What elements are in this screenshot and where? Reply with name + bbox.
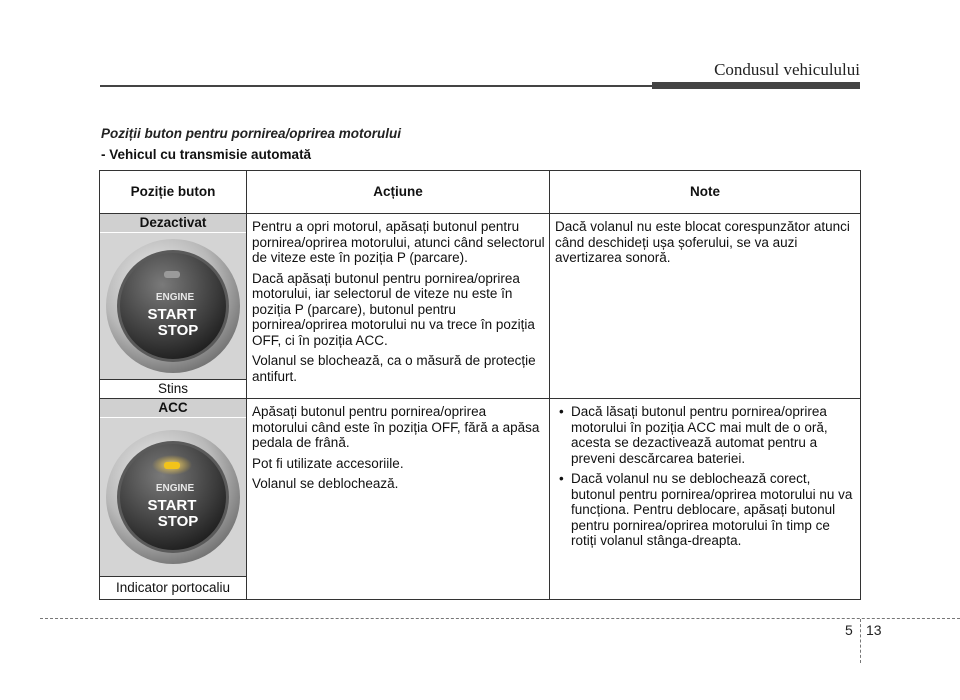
position-cell bbox=[100, 399, 247, 600]
action-cell bbox=[247, 214, 550, 399]
engine-start-stop-button-icon bbox=[104, 237, 242, 375]
chapter-header-title: Condusul vehiculului bbox=[714, 60, 860, 79]
engine-start-stop-button-icon bbox=[104, 428, 242, 566]
chapter-number: 5 bbox=[845, 622, 853, 638]
position-label: Dezactivat bbox=[100, 214, 246, 233]
svg-text:ENGINE: ENGINE bbox=[155, 483, 195, 494]
notes-cell bbox=[550, 214, 861, 399]
action-text: Volanul se deblochează. bbox=[252, 476, 399, 491]
table-header-row bbox=[100, 171, 861, 214]
indicator-light bbox=[164, 462, 180, 469]
page-number: 13 bbox=[866, 622, 882, 638]
start-stop-button-image bbox=[100, 233, 246, 379]
header-notes: Note bbox=[550, 171, 861, 214]
table-row bbox=[100, 399, 861, 600]
position-caption: Indicator portocaliu bbox=[100, 576, 246, 599]
action-text: Pentru a opri motorul, apăsați butonul pentru pornirea/oprirea motorului, atunci când selectorul de viteze este în poziția P (parcare). bbox=[252, 219, 545, 265]
start-stop-button-image bbox=[100, 418, 246, 576]
section-title: Poziții buton pentru pornirea/oprirea motorului bbox=[101, 126, 401, 141]
position-caption: Stins bbox=[100, 379, 246, 398]
position-cell bbox=[100, 214, 247, 399]
svg-text:STOP: STOP bbox=[157, 322, 199, 339]
svg-text:ENGINE: ENGINE bbox=[155, 292, 195, 303]
notes-list bbox=[555, 404, 856, 549]
notes-cell bbox=[550, 399, 861, 600]
action-text: Apăsați butonul pentru pornirea/oprirea motorului când este în poziția OFF, fără a apăsa pedala de frână. bbox=[252, 404, 540, 450]
header-position: Poziție buton bbox=[100, 171, 247, 214]
svg-text:START: START bbox=[147, 306, 197, 323]
section-subtitle: - Vehicul cu transmisie automată bbox=[101, 147, 312, 162]
note-text: Dacă volanul nu este blocat corespunzător atunci când deschideți ușa șoferului, se va auzi avertizarea sonoră. bbox=[555, 219, 850, 265]
page-number-divider bbox=[860, 619, 861, 663]
table-row bbox=[100, 214, 861, 399]
button-positions-table bbox=[99, 170, 861, 600]
footer-rule bbox=[40, 618, 960, 619]
svg-text:STOP: STOP bbox=[157, 513, 199, 530]
list-item: • Dacă lăsați butonul pentru pornirea/oprirea motorului în poziția ACC mai mult de o oră, acesta se dezactivează automat pentru a preveni descărcarea bateriei. bbox=[555, 404, 856, 466]
action-text: Dacă apăsați butonul pentru pornirea/oprirea motorului, iar selectorul de viteze nu este în poziția P (parcare), butonul pentru pornirea/oprirea motorului nu va trece în poziția OFF, ci în poziția ACC. bbox=[252, 270, 535, 348]
action-text: Pot fi utilizate accesoriile. bbox=[252, 455, 404, 471]
indicator-light bbox=[164, 271, 180, 278]
list-item: • Dacă volanul nu se deblochează corect, butonul pentru pornirea/oprirea motorului nu va funcționa. Pentru deblocare, apăsați butonul pentru pornirea/oprirea motorului în timp ce rotiți volanul stânga-dreapta. bbox=[555, 471, 856, 549]
header-rule bbox=[100, 85, 652, 87]
svg-text:START: START bbox=[147, 497, 197, 514]
header-rule-accent bbox=[652, 82, 860, 89]
action-cell bbox=[247, 399, 550, 600]
position-label: ACC bbox=[100, 399, 246, 418]
header-action: Acțiune bbox=[247, 171, 550, 214]
action-text: Volanul se blochează, ca o măsură de protecție antifurt. bbox=[252, 353, 536, 384]
